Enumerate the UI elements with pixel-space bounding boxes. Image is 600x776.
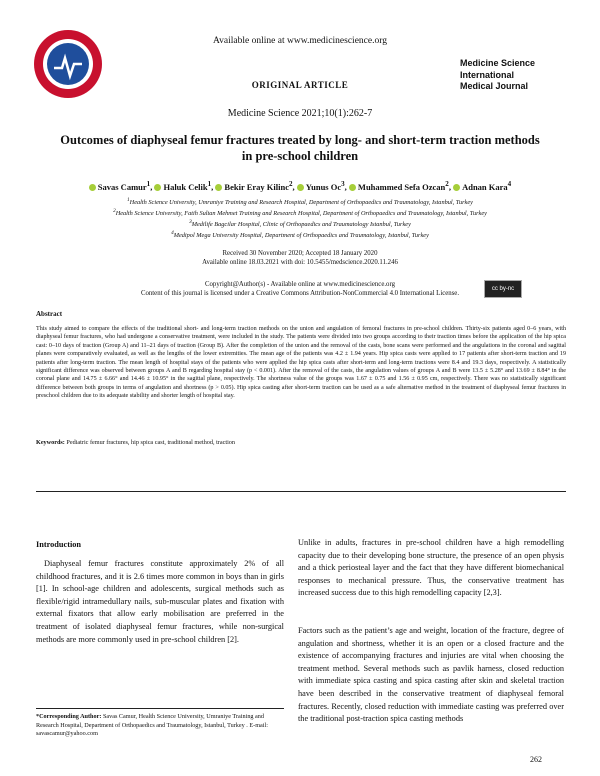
- affiliation-number: 1: [127, 197, 130, 203]
- footnote-divider: [36, 708, 284, 709]
- affiliation-text: Medilife Bagcilar Hospital, Clinic of Orthopaedics and Traumatology Istanbul, Turkey: [191, 221, 411, 229]
- footnote-label: *Corresponding Author:: [36, 713, 102, 720]
- orcid-icon[interactable]: [297, 184, 304, 191]
- affiliations: [40, 196, 560, 240]
- author-affiliation-mark: 2: [445, 180, 449, 188]
- affiliation: [40, 196, 560, 207]
- author-name: Muhammed Sefa Ozcan: [357, 181, 446, 192]
- keywords-label: Keywords:: [36, 439, 65, 446]
- affiliation-number: 4: [171, 230, 174, 237]
- orcid-icon[interactable]: [215, 184, 222, 191]
- author-list: Savas Camur$^1$, Haluk Celik$^1$, Bekir Eray Kilinc$^2$, Yunus Oc$^3$, Muhammed Sefa Ozcan$^2$, Adnan Kara$^4$: [30, 180, 570, 192]
- section-divider: [36, 491, 566, 492]
- author-name: Haluk Celik: [163, 181, 208, 192]
- author: [297, 182, 345, 192]
- affiliation: [40, 229, 560, 240]
- author: [349, 182, 449, 192]
- author-affiliation-mark: 1: [207, 180, 212, 188]
- affiliation-number: 3: [189, 219, 192, 226]
- author-name: Adnan Kara: [462, 181, 508, 192]
- cc-license-icon[interactable]: cc by-nc: [484, 280, 522, 298]
- paper-title: Outcomes of diaphyseal femur fractures treated by long- and short-term traction methods in pre-school children: [60, 133, 540, 163]
- author: [453, 182, 511, 192]
- author-name: Savas Camur: [97, 181, 147, 192]
- author: [89, 182, 150, 192]
- available-online-line: Available online at www.medicinescience.org: [213, 36, 387, 46]
- affiliation-text: Health Science University, Umraniye Training and Research Hospital, Department of Orthopaedics and Traumatology, Istanbul, Turkey: [129, 199, 473, 207]
- abstract-heading: Abstract: [36, 310, 63, 318]
- affiliation-number: 2: [113, 208, 116, 215]
- affiliation-text: Health Science University, Fatih Sultan Mehmet Training and Research Hospital, Department of Orthopaedics and Traumatology, Istanbul, Turkey: [115, 210, 487, 218]
- copyright-line: Copyright@Author(s) - Available online at www.medicinescience.org: [205, 281, 395, 288]
- orcid-icon[interactable]: [154, 184, 161, 191]
- right-column-paragraph-2: Factors such as the patient’s age and weight, location of the fracture, degree of angulation and shortness, whether it is an open or a closed fracture and the existence of accompanying fractures and injuries are vital when choosing the treatment method. Several methods such as pavlik harness, closed reduction with immediate spica casting and spica casting after skin and skeletal traction have been described in the conservative treatment of diaphyseal femoral fractures. Recently, closed reduction with immediate casting was preferred over the traditional post-traction spica casting methods: [298, 626, 564, 724]
- author: [215, 182, 292, 192]
- available-date: Available online 18.03.2021 with doi: 10.5455/medscience.2020.11.246: [202, 259, 398, 266]
- author-affiliation-mark: 4: [507, 180, 512, 188]
- author-name: Yunus Oc: [305, 181, 342, 192]
- corresponding-author-footnote: [36, 713, 284, 739]
- citation: Medicine Science 2021;10(1):262-7: [227, 108, 373, 119]
- intro-paragraph: Diaphyseal femur fractures constitute approximately 2% of all childhood fractures, and it is 2.6 times more common in boys than in girls [1]. In school-age children and adolescents, surgical methods such as flexible/rigid intramedullary nails, sub-muscular plates and fixation with external fixators that allow early mobilisation are preferred in the treatment of isolated diaphyseal femur fractures, while non-surgical methods are more commonly used in pre-school children [2].: [36, 559, 284, 644]
- keywords: [36, 439, 566, 446]
- author-name: Bekir Eray Kilinc: [224, 181, 289, 192]
- author-affiliation-mark: 2: [288, 180, 293, 188]
- right-column-paragraph-1: Unlike in adults, fractures in pre-school children have a high remodelling capacity due to their developing bone structure, the presence of an open physis and a thick periosteal layer and the fact that they have different biomechanical responses to mechanical pressure. Thus, the conservative treatment has increased success due to this high remodelling capacity [2,3].: [298, 538, 564, 598]
- journal-name: [460, 58, 580, 93]
- license-line: Content of this journal is licensed under a Creative Commons Attribution-NonCommercial 4.0 International License.: [140, 290, 460, 297]
- orcid-icon[interactable]: [89, 184, 96, 191]
- author: [154, 182, 211, 192]
- journal-name-line-3: Medical Journal: [460, 81, 529, 91]
- journal-name-line-2: International: [460, 69, 515, 80]
- keywords-text: Pediatric femur fractures, hip spica cast, traditional method, traction: [66, 439, 235, 446]
- affiliation: [40, 207, 560, 218]
- affiliation-text: Medipol Mega University Hospital, Department of Orthopaedics and Traumatology, Istanbul, Turkey: [173, 232, 429, 240]
- orcid-icon[interactable]: [453, 184, 460, 191]
- received-date: Received 30 November 2020; Accepted 18 January 2020: [222, 250, 378, 257]
- dates-block: [0, 249, 600, 267]
- abstract-text: This study aimed to compare the effects of the traditional short- and long-term traction methods on the union and angulation of femoral fractures in pre-school children. Thirty-six patients aged 0–6 years, with diaphyseal femur fractures, who had undergone a conservative treatment, were included in the study. The patients were divided into two groups according to their traction times before the application of the hip spica cast: 0–10 days of traction (Group A) and 11–21 days of traction (Group B). After the completion of the union and the removal of the casts, bone scans were performed and the angulations in the coronal and sagittal planes were comparatively evaluated, as well as the lengths of the lower extremities. The mean age of the patients was 4.2 ± 1.94 years. Hip spica casts were applied to 17 patients after short-term traction and 19 patients after long-term traction. The mean length of hospital stays of the patients who were applied the hip spica casts after short-term and long-term tractions were 8.4 and 19.3 days, respectively. A statistically significant difference was observed between groups A and B regarding hospital stay (p < 0.001). After the removal of the casts, the angulation values of groups A and B were 13.5 ± 5.28° and 13.69 ± 8.84° in the coronal plane and 14.75 ± 6.66° and 14.46 ± 10.95° in the sagittal plane, respectively. The shortness value of the groups was 1.67 ± 0.75 and 1.56 ± 0.95 cm, respectively. There was no statistically significant difference between both groups in terms of angulation and shortness (p > 0.05). Hip spica casting after short-term traction can be used as a safe alternative method in the treatment of diaphyseal femur fractures in preschool children due to its adequate stability and shorter length of hospital stay.: [36, 326, 566, 400]
- footnote-text: Savas Camur, Health Science University, Umraniye Training and Research Hospital, Department of Orthopaedics and Traumatology, Istanbul, Turkey . E-mail: savascamur@yahoo.com: [36, 713, 268, 738]
- author-affiliation-mark: 3: [341, 180, 345, 188]
- introduction-heading: Introduction: [36, 540, 82, 549]
- journal-name-line-1: Medicine Science: [460, 58, 536, 68]
- page-number: 262: [530, 755, 542, 764]
- affiliation: [40, 218, 560, 229]
- orcid-icon[interactable]: [349, 184, 356, 191]
- article-type: ORIGINAL ARTICLE: [251, 80, 349, 90]
- author-affiliation-mark: 1: [146, 180, 151, 188]
